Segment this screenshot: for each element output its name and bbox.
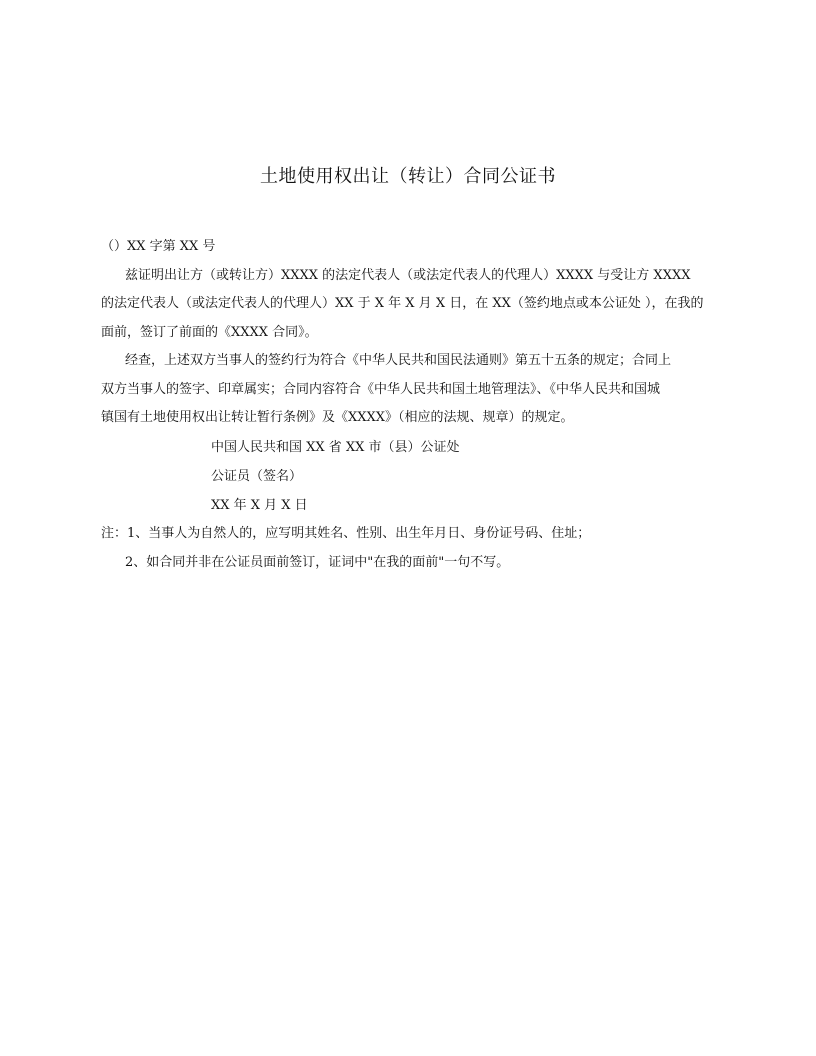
- paragraph-1-line-1: 兹证明出让方（或转让方）XXXX 的法定代表人（或法定代表人的代理人）XXXX 与受让方 XXXX: [125, 268, 691, 283]
- paragraph-1-line-2: 的法定代表人（或法定代表人的代理人）XX 于 X 年 X 月 X 日，在 XX（签约地点或本公证处 ），在我的: [101, 296, 704, 311]
- note-1: 注：1、当事人为自然人的，应写明其姓名、性别、出生年月日、身份证号码、住址；: [101, 526, 591, 541]
- paragraph-1-line-3: 面前，签订了前面的《XXXX 合同》。: [101, 325, 318, 340]
- reference-number: （）XX 字第 XX 号: [101, 239, 216, 254]
- notary-signature: 公证员（签名）: [211, 469, 303, 484]
- paragraph-2-line-1: 经查，上述双方当事人的签约行为符合《中华人民共和国民法通则》第五十五条的规定；合同上: [125, 353, 672, 368]
- note-2: 2、如合同并非在公证员面前签订，证词中"在我的面前"一句不写。: [125, 555, 510, 570]
- paragraph-2-line-2: 双方当事人的签字、印章属实；合同内容符合《中华人民共和国土地管理法》、《中华人民共和国城: [101, 382, 661, 397]
- page-title: 土地使用权出让（转让）合同公证书: [260, 166, 556, 187]
- signature-date: XX 年 X 月 X 日: [211, 498, 308, 513]
- paragraph-2-line-3: 镇国有土地使用权出让转让暂行条例》及《XXXX》（相应的法规、规章）的规定。: [101, 410, 574, 425]
- notary-office: 中国人民共和国 XX 省 XX 市（县）公证处: [211, 440, 460, 455]
